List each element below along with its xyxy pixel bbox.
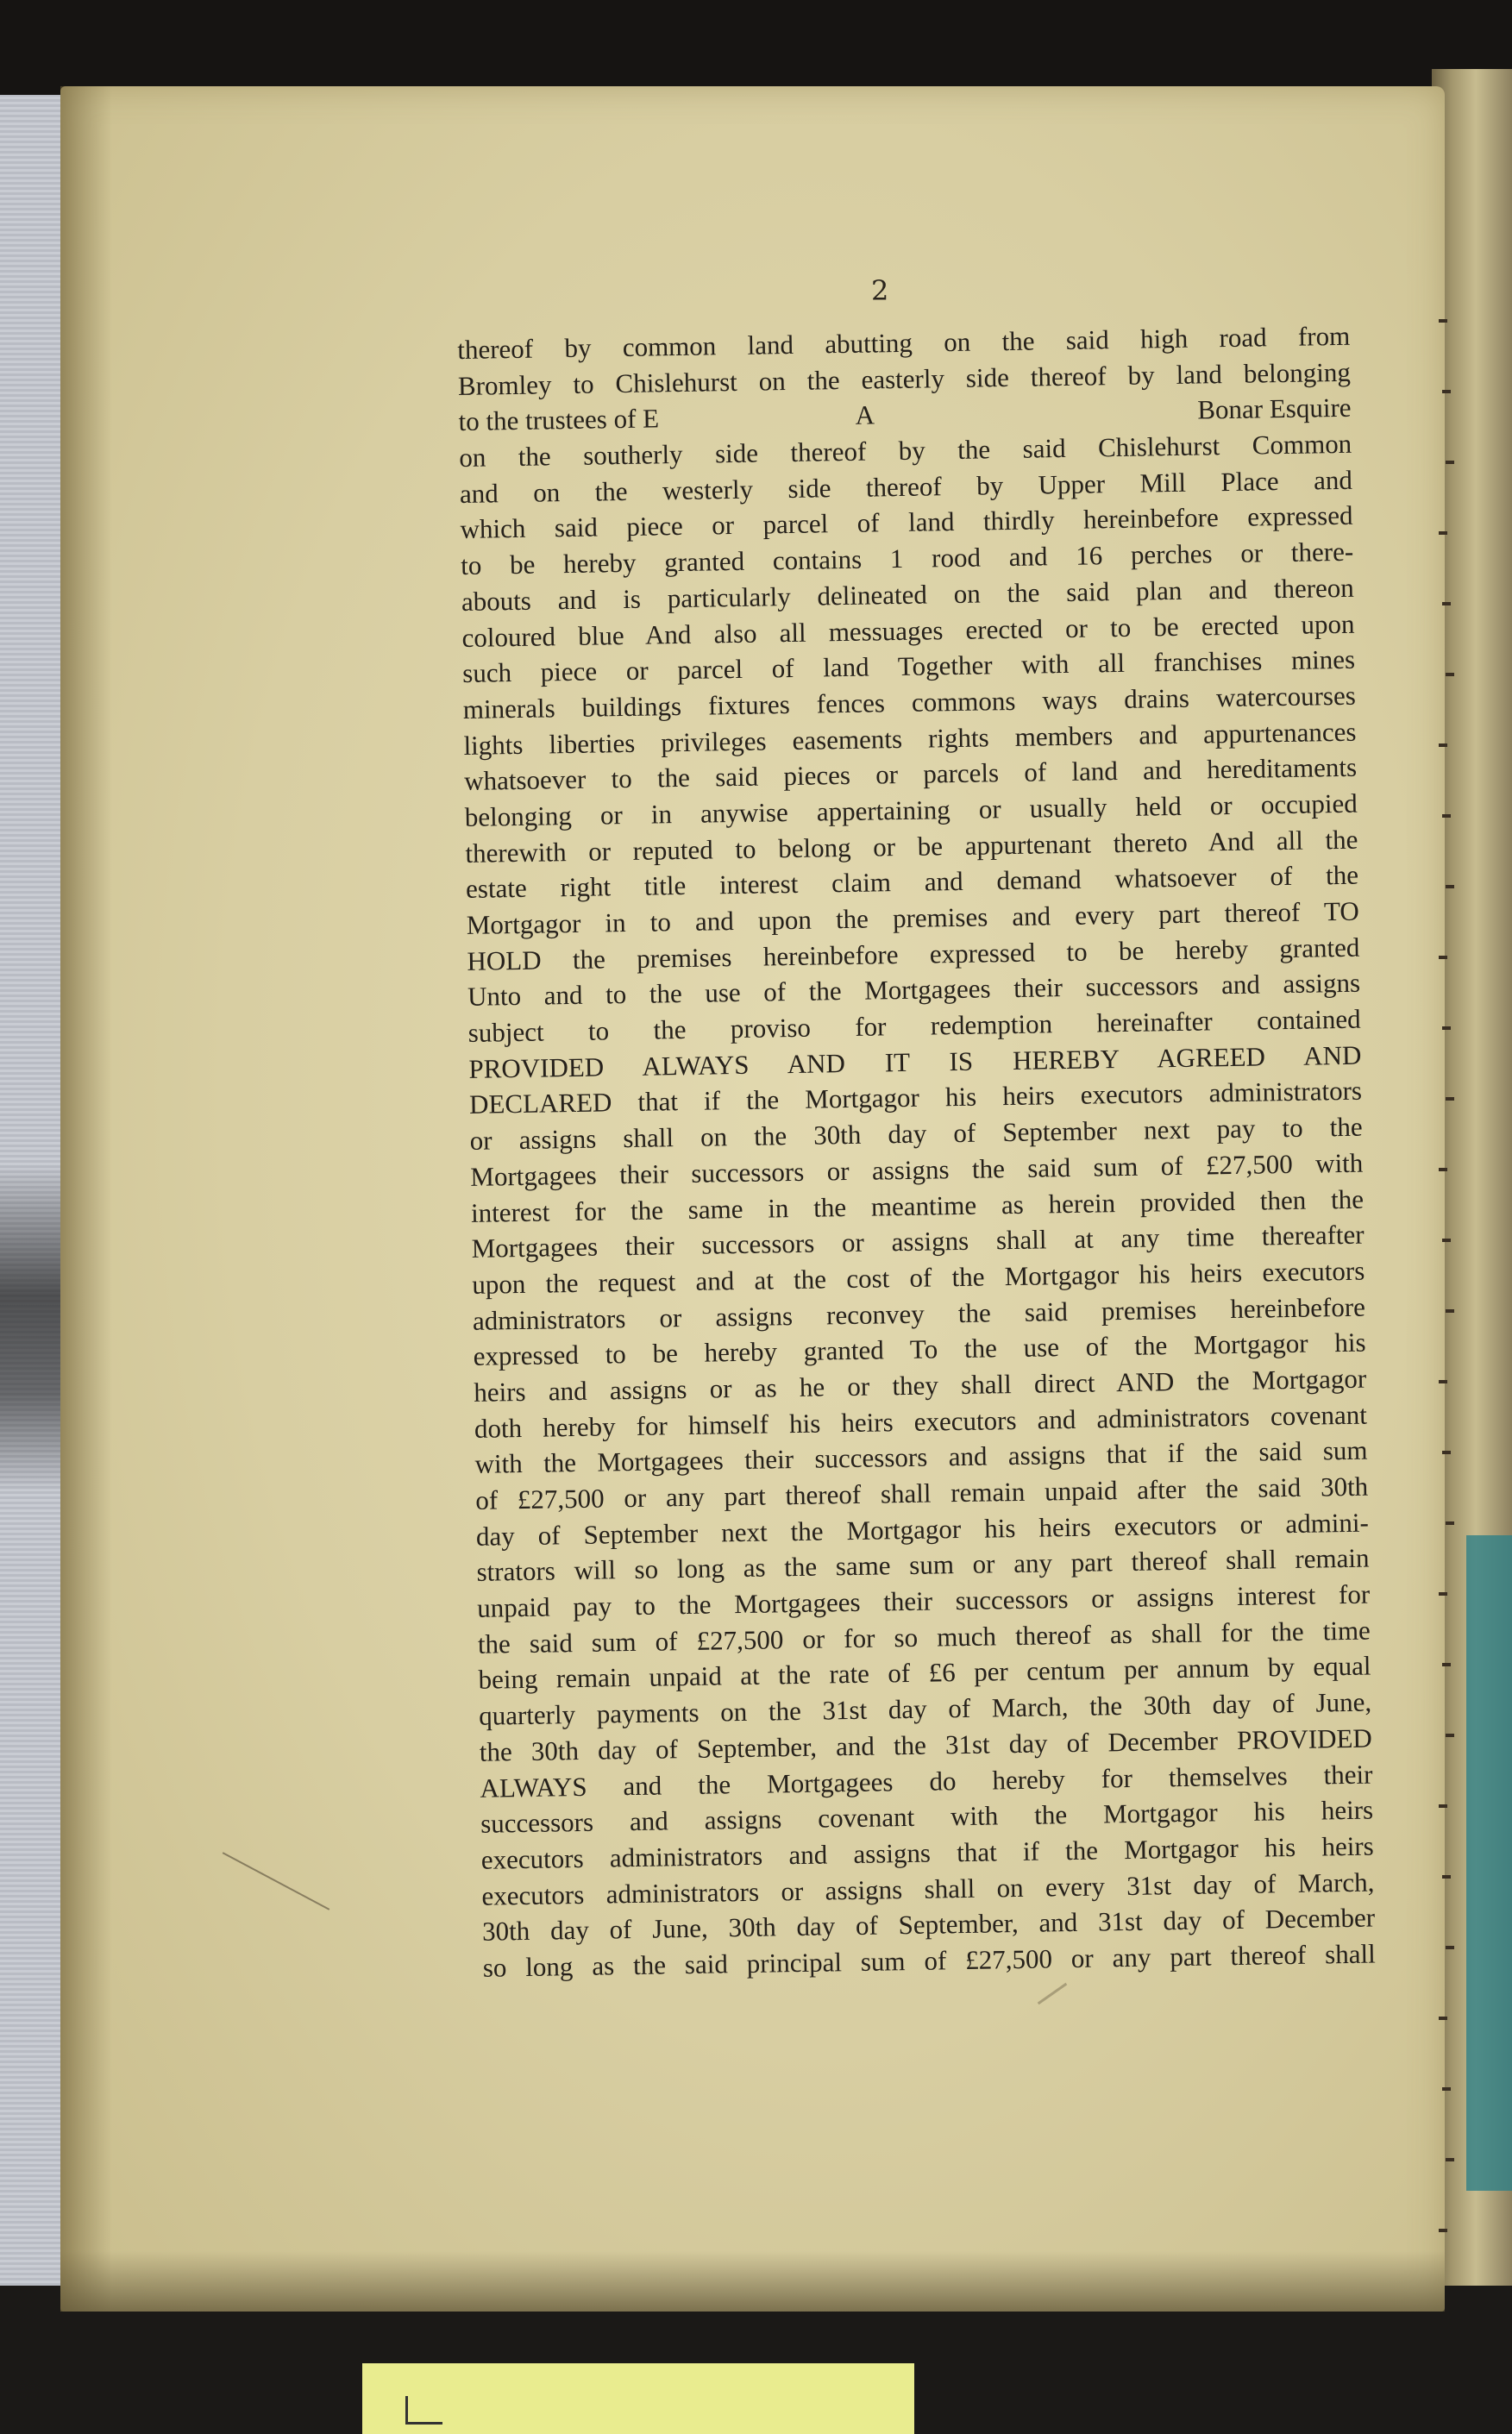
text-line-part: A [855,399,875,431]
edge-mark [1442,814,1451,818]
text-line: quarterly payments on the 31st day of March, the 30th day of June, [478,1686,1372,1731]
edge-mark [1446,1521,1454,1525]
edge-mark [1446,2158,1454,2161]
scratch-mark [223,1852,330,1910]
text-line: on the southerly side thereof by the said Chislehurst Common [459,428,1352,474]
edge-mark [1442,2087,1451,2091]
text-line: Mortgagor in to and upon the premises and every part thereof TO [466,895,1359,940]
text-line: subject to the proviso for redemption hereinafter contained [467,1003,1361,1048]
text-line: abouts and is particularly delineated on the said plan and thereon [461,572,1355,617]
edge-mark [1446,1734,1454,1737]
edge-mark [1442,1875,1451,1879]
edge-mark [1439,956,1447,959]
text-line: the 30th day of September, and the 31st day of December PROVIDED [479,1722,1373,1767]
text-line: ALWAYS and the Mortgagees do hereby for themselves their [480,1759,1373,1804]
text-line: therewith or reputed to belong or be appurtenant thereto And all the [465,824,1358,869]
edge-mark [1446,461,1454,464]
edge-mark [1446,1946,1454,1949]
text-line: Unto and to the use of the Mortgagees their successors and assigns [467,968,1361,1013]
body-text [457,318,1376,1986]
text-line: thereof by common land abutting on the said high road from [457,320,1351,365]
text-line: strators will so long as the same sum or any part thereof shall remain [476,1542,1370,1588]
edge-mark [1439,1804,1447,1808]
text-line: executors administrators and assigns that if the Mortgagor his heirs [480,1830,1374,1875]
text-line: 30th day of June, 30th day of September, and 31st day of December [481,1902,1376,1948]
text-line: upon the request and at the cost of the Mortgagor his heirs executors [472,1255,1365,1300]
edge-mark [1439,743,1447,747]
bottom-label-mark [405,2396,442,2425]
text-line: Mortgagees their successors or assigns the said sum of £27,500 with [470,1147,1364,1192]
edge-mark [1442,602,1451,605]
edge-mark [1446,1309,1454,1313]
text-line: to be hereby granted contains 1 rood and 16 perches or there- [460,536,1354,581]
text-line: lights liberties privileges easements rights members and appurtenances [463,716,1357,761]
text-line: HOLD the premises hereinbefore expressed to be hereby granted [467,932,1360,976]
text-line: so long as the said principal sum of £27,500 or any part thereof shall [482,1938,1376,1983]
edge-mark [1439,531,1447,535]
edge-mark [1442,1026,1451,1030]
text-line: estate right title interest claim and demand whatsoever of the [465,859,1359,905]
edge-mark [1442,1663,1451,1666]
text-line: such piece or parcel of land Together with all franchises mines [461,643,1356,689]
text-line: whatsoever to the said pieces or parcels of land and hereditaments [463,751,1358,797]
edge-mark [1446,1097,1454,1101]
page-number: 2 [871,274,889,307]
edge-mark [1439,1380,1447,1383]
edge-mark [1442,1451,1451,1454]
text-line: successors and assigns covenant with the Mortgagor his heirs [480,1794,1374,1839]
text-line: belonging or in anywise appertaining or usually held or occupied [464,787,1358,832]
text-line: minerals buildings fixtures fences commons ways drains watercourses [462,680,1357,725]
text-line-part: to the trustees of E [458,403,660,437]
edge-mark [1439,319,1447,323]
teal-tab [1466,1535,1512,2191]
text-line: heirs and assigns or as he or they shall direct AND the Mortgagor [474,1363,1367,1408]
text-line: unpaid pay to the Mortgagees their successors or assigns interest for [476,1578,1371,1623]
text-line: Bromley to Chislehurst on the easterly side thereof by land belonging [457,356,1352,401]
text-line: executors administrators or assigns shall on every 31st day of March, [481,1866,1375,1911]
text-line: interest for the same in the meantime as herein provided then the [470,1183,1365,1228]
text-line: and on the westerly side thereof by Upper Mill Place and [459,464,1353,509]
text-line: or assigns shall on the 30th day of September next pay to the [469,1111,1363,1157]
text-line: being remain unpaid at the rate of £6 per centum per annum by equal [478,1650,1371,1696]
text-line: the said sum of £27,500 or for so much thereof as shall for the time [477,1615,1371,1659]
text-line: expressed to be hereby granted To the use of the Mortgagor his [473,1327,1366,1372]
edge-mark [1439,2229,1447,2232]
text-line: with the Mortgagees their successors and assigns that if the said sum [474,1434,1368,1480]
edge-mark [1442,1239,1451,1242]
text-line: administrators or assigns reconvey the said premises hereinbefore [472,1291,1366,1336]
text-line-part: Bonar Esquire [1197,392,1352,425]
text-line: DECLARED that if the Mortgagor his heirs executors administrators [468,1076,1363,1120]
edge-mark [1439,2017,1447,2020]
text-line: day of September next the Mortgagor his heirs executors or admini- [475,1507,1370,1552]
bottom-label-tag [362,2363,914,2434]
text-line: Mortgagees their successors or assigns shall at any time thereafter [471,1219,1365,1264]
text-line: of £27,500 or any part thereof shall remain unpaid after the said 30th [475,1471,1369,1515]
text-line: coloured blue And also all messuages erected or to be erected upon [461,608,1355,653]
edge-mark [1446,885,1454,888]
edge-mark [1439,1168,1447,1171]
edge-mark [1439,1592,1447,1596]
edge-mark [1442,390,1451,393]
edge-mark [1446,673,1454,676]
text-line: which said piece or parcel of land thirdly hereinbefore expressed [460,500,1353,545]
crease-mark [1038,1983,1067,2004]
text-line: PROVIDED ALWAYS AND IT IS HEREBY AGREED AND [468,1039,1362,1084]
text-line: doth hereby for himself his heirs executors and administrators covenant [474,1399,1368,1444]
